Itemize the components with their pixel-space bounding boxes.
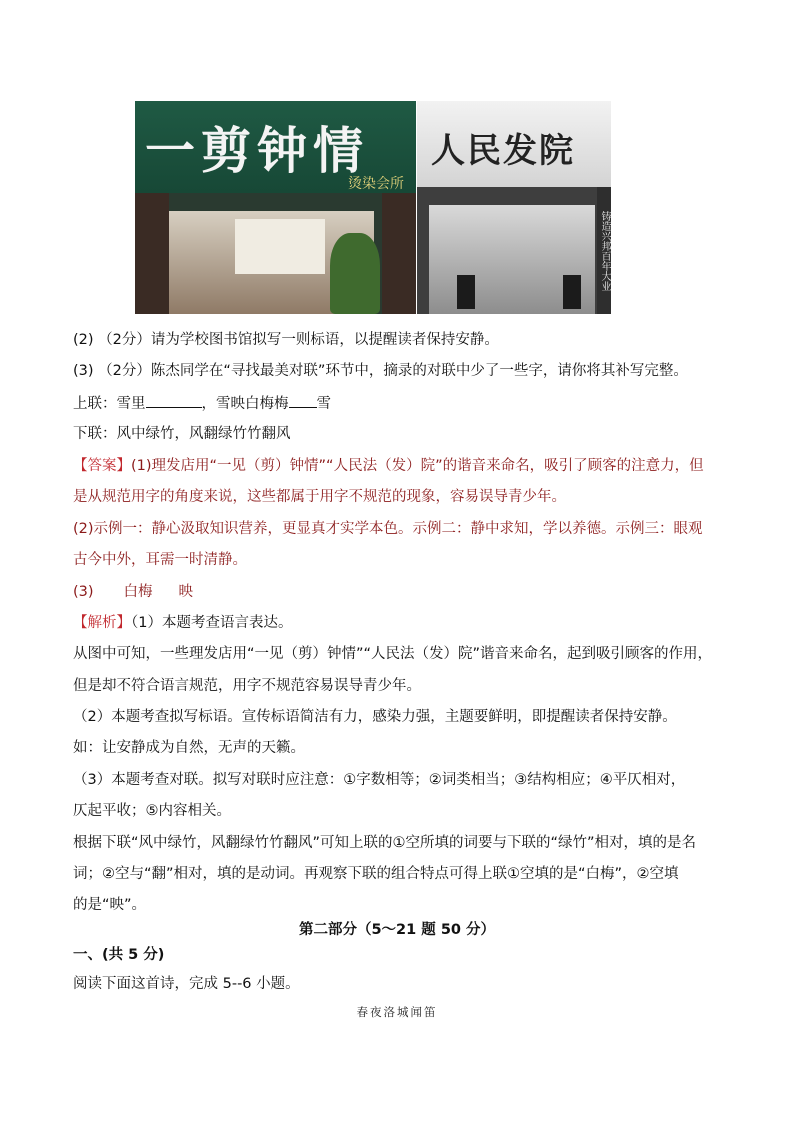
poem-title: 春夜洛城闻笛	[356, 1005, 438, 1019]
pillar	[382, 193, 416, 314]
analysis-line-1	[73, 613, 292, 633]
part-2-title: 第二部分（5～21 题 50 分）	[298, 922, 496, 938]
couplet-upper-part-a: 上联：雪里	[73, 396, 146, 412]
interior-stair	[235, 219, 325, 274]
analysis-3b: 仄起平收；⑤内容相关。	[73, 803, 231, 819]
answer-3-number: (3)	[73, 584, 94, 600]
reading-instruction: 阅读下面这首诗，完成 5--6 小题。	[73, 976, 300, 992]
analysis-3a: （3）本题考查对联。拟写对联时应注意：①字数相等；②词类相当；③结构相应；④平仄相对，	[73, 772, 686, 788]
blank-1	[146, 393, 202, 408]
question-3: (3) （2分）陈杰同学在“寻找最美对联”环节中，摘录的对联中少了一些字，请你将其补写完整。	[73, 363, 688, 379]
barbershop-photo-left	[135, 101, 416, 314]
barbershop-photo-right	[417, 101, 611, 314]
pillar	[135, 193, 169, 314]
side-banner: 铸造兴邦百年大业	[597, 187, 611, 314]
shop-sign-right-text: 人民发院	[431, 131, 575, 171]
answer-1b: 是从规范用字的角度来说，这些都属于用字不规范的现象，容易误导青少年。	[73, 489, 566, 505]
blank-2	[289, 393, 317, 408]
shop-sign-left-text: 一剪钟情	[145, 121, 369, 180]
section-1-heading: 一、(共 5 分)	[73, 947, 165, 963]
speaker-box	[457, 275, 475, 309]
shop-sign-left	[135, 101, 416, 193]
analysis-1a: 从图中可知，一些理发店用“一见（剪）钟情”“人民法（发）院”谐音来命名，起到吸引顾客的作用，	[73, 646, 713, 662]
couplet-lower: 下联：风中绿竹，风翻绿竹竹翻风	[73, 426, 291, 442]
analysis-1b: 但是却不符合语言规范，用字不规范容易误导青少年。	[73, 678, 421, 694]
analysis-2-example: 如：让安静成为自然，无声的天籁。	[73, 740, 305, 756]
answer-3-value-1: 白梅	[123, 584, 153, 600]
answer-tag: 【答案】	[73, 458, 131, 474]
couplet-upper-part-b: ，雪映白梅梅	[201, 396, 289, 412]
plant-icon	[330, 233, 380, 314]
shop-sign-left-subtext: 烫染会所	[348, 176, 404, 192]
question-2: (2) （2分）请为学校图书馆拟写一则标语，以提醒读者保持安静。	[73, 332, 499, 348]
answer-3-value-2: 映	[178, 584, 194, 600]
shopfront-right	[417, 187, 611, 314]
shop-sign-right	[417, 101, 611, 187]
speaker-box	[563, 275, 581, 309]
analysis-tag: 【解析】	[73, 615, 131, 631]
analysis-3c: 根据下联“风中绿竹，风翻绿竹竹翻风”可知上联的①空所填的词要与下联的“绿竹”相对，填的是名	[73, 835, 697, 851]
answer-line-1	[73, 456, 704, 476]
couplet-upper-part-c: 雪	[316, 396, 331, 412]
analysis-1: （1）本题考查语言表达。	[131, 615, 293, 631]
analysis-3e: 的是“映”。	[73, 897, 147, 913]
answer-1a: (1)理发店用“一见（剪）钟情”“人民法（发）院”的谐音来命名，吸引了顾客的注意力，但	[131, 458, 704, 474]
couplet-upper	[73, 393, 331, 414]
analysis-3d: 词；②空与“翻”相对，填的是动词。再观察下联的组合特点可得上联①空填的是“白梅”，②空填	[73, 866, 679, 882]
answer-2b: 古今中外，耳需一时清静。	[73, 552, 247, 568]
analysis-2: （2）本题考查拟写标语。宣传标语简洁有力，感染力强，主题要鲜明，即提醒读者保持安静。	[73, 709, 677, 725]
answer-2a: (2)示例一：静心汲取知识营养，更显真才实学本色。示例二：静中求知，学以养德。示例三：眼观	[73, 521, 703, 537]
shopfront-left	[135, 193, 416, 314]
answer-3	[73, 582, 193, 602]
